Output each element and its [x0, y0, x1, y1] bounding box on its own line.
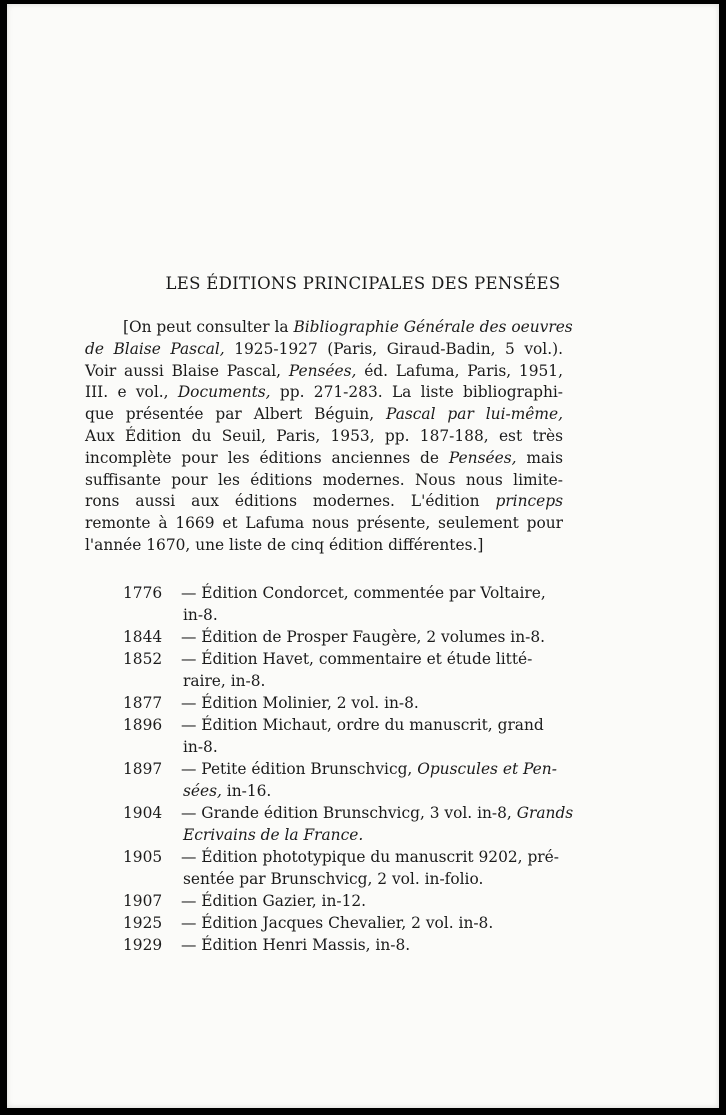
intro-line: l'année 1670, une liste de cinq édition différentes.]: [85, 535, 484, 554]
list-item: [123, 758, 563, 802]
intro-line: rons aussi aux éditions modernes. L'édition princeps: [85, 492, 563, 511]
edition-description-cont: Ecrivains de la France.: [183, 826, 364, 844]
edition-description: — Édition phototypique du manuscrit 9202, pré-: [181, 848, 559, 866]
edition-description: — Édition de Prosper Faugère, 2 volumes in-8.: [181, 628, 546, 646]
edition-year: 1905: [123, 848, 163, 866]
edition-description-cont: in-8.: [183, 738, 218, 756]
edition-year: 1904: [123, 804, 163, 822]
edition-description-cont: sentée par Brunschvicg, 2 vol. in-folio.: [183, 870, 484, 888]
list-item: [123, 912, 563, 934]
edition-description: — Édition Havet, commentaire et étude litté-: [181, 650, 533, 668]
edition-year: 1852: [123, 650, 163, 668]
edition-description: — Grande édition Brunschvicg, 3 vol. in-8, Grands: [181, 804, 574, 822]
list-item: [123, 890, 563, 912]
edition-description-cont: sées, in-16.: [183, 782, 272, 800]
list-item: [123, 802, 574, 846]
edition-description: — Petite édition Brunschvicg, Opuscules et Pen-: [181, 760, 557, 778]
edition-description: — Édition Condorcet, commentée par Voltaire,: [181, 584, 546, 602]
edition-year: 1877: [123, 694, 163, 712]
edition-year: 1896: [123, 716, 163, 734]
edition-description-cont: in-8.: [183, 606, 218, 624]
intro-line: que présentée par Albert Béguin, Pascal par lui-même,: [85, 405, 563, 424]
intro-line: de Blaise Pascal, 1925-1927 (Paris, Giraud-Badin, 5 vol.).: [85, 339, 564, 358]
intro-line: Voir aussi Blaise Pascal, Pensées, éd. Lafuma, Paris, 1951,: [85, 361, 563, 380]
edition-description-cont: raire, in-8.: [183, 672, 266, 690]
edition-year: 1929: [123, 936, 163, 954]
list-item: [123, 714, 563, 758]
list-item: [123, 582, 563, 626]
edition-description: — Édition Molinier, 2 vol. in-8.: [181, 694, 419, 712]
edition-year: 1776: [123, 584, 163, 602]
list-item: [123, 846, 563, 890]
list-item: [123, 626, 563, 648]
list-item: [123, 648, 563, 692]
intro-line: remonte à 1669 et Lafuma nous présente, seulement pour: [85, 514, 563, 533]
intro-line: [On peut consulter la Bibliographie Générale des oeuvres: [123, 318, 573, 336]
intro-line: incomplète pour les éditions anciennes de Pensées, mais: [85, 448, 563, 467]
intro-line: suffisante pour les éditions modernes. Nous nous limite-: [85, 470, 563, 489]
list-item: [123, 692, 563, 714]
edition-description: — Édition Gazier, in-12.: [181, 892, 367, 910]
intro-line: Aux Édition du Seuil, Paris, 1953, pp. 187-188, est très: [85, 426, 563, 445]
edition-year: 1925: [123, 914, 163, 932]
list-item: [123, 934, 563, 956]
book-page: [7, 4, 719, 1108]
edition-description: — Édition Michaut, ordre du manuscrit, grand: [181, 716, 544, 734]
edition-description: — Édition Jacques Chevalier, 2 vol. in-8.: [181, 914, 494, 932]
edition-year: 1844: [123, 628, 163, 646]
edition-year: 1897: [123, 760, 163, 778]
editions-list: [123, 582, 574, 956]
intro-paragraph: [85, 317, 573, 557]
edition-description: — Édition Henri Massis, in-8.: [181, 936, 411, 954]
edition-year: 1907: [123, 892, 163, 910]
page-heading: LES ÉDITIONS PRINCIPALES DES PENSÉES: [165, 274, 561, 293]
intro-line: III. e vol., Documents, pp. 271-283. La liste bibliographi-: [85, 383, 564, 402]
